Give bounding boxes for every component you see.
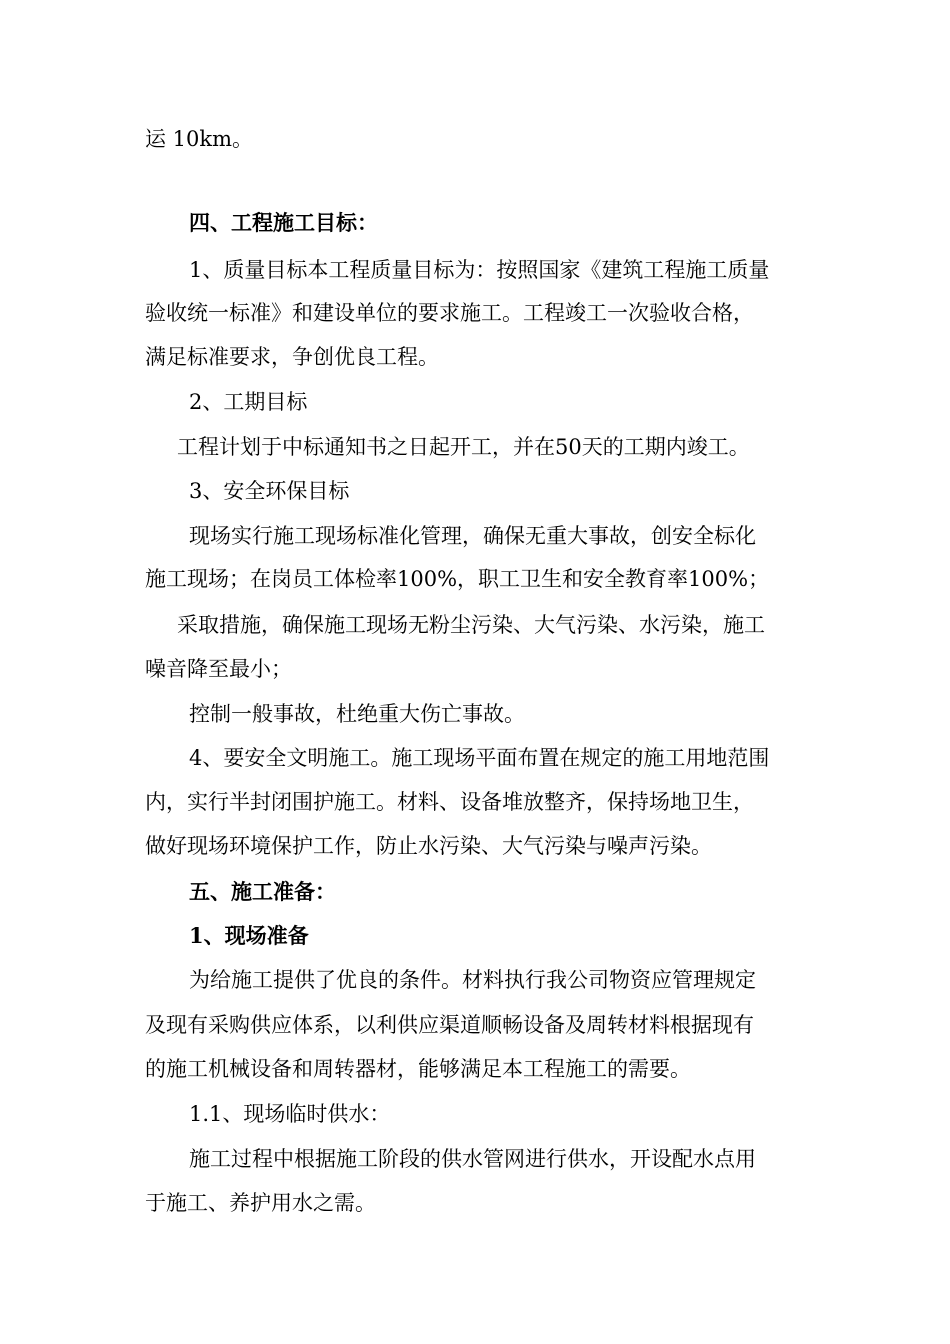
paragraph-line: 施工过程中根据施工阶段的供水管网进行供水，开设配水点用 [189,1147,756,1171]
subheading-safety-goal: 3、安全环保目标 [189,479,350,503]
paragraph-line: 内，实行半封闭围护施工。材料、设备堆放整齐，保持场地卫生， [145,790,754,814]
paragraph-line: 噪音降至最小； [145,657,292,681]
section-heading-construction-goals: 四、工程施工目标： [189,210,378,235]
paragraph-line: 控制一般事故，杜绝重大伤亡事故。 [189,702,525,726]
paragraph-line: 施工现场；在岗员工体检率100%，职工卫生和安全教育率100%； [145,567,770,591]
paragraph-line: 4、要安全文明施工。施工现场平面布置在规定的施工用地范围 [189,746,770,770]
paragraph-line: 为给施工提供了优良的条件。材料执行我公司物资应管理规定 [189,968,756,992]
section-heading-construction-prep: 五、施工准备： [189,879,336,904]
paragraph-line: 于施工、养护用水之需。 [145,1191,376,1215]
paragraph-line: 满足标准要求，争创优良工程。 [145,345,439,369]
paragraph-line: 做好现场环境保护工作，防止水污染、大气污染与噪声污染。 [145,834,712,858]
subheading-schedule-goal: 2、工期目标 [189,390,308,414]
subheading-temp-water-supply: 1.1、现场临时供水： [189,1102,391,1126]
paragraph-line: 现场实行施工现场标准化管理，确保无重大事故，创安全标化 [189,524,756,548]
paragraph-line: 工程计划于中标通知书之日起开工，并在50天的工期内竣工。 [177,435,750,459]
text-line-continuation: 运 10km。 [145,127,254,151]
paragraph-line: 的施工机械设备和周转器材，能够满足本工程施工的需要。 [145,1057,691,1081]
paragraph-line: 1、质量目标本工程质量目标为：按照国家《建筑工程施工质量 [189,258,770,282]
paragraph-line: 及现有采购供应体系，以利供应渠道顺畅设备及周转材料根据现有 [145,1013,754,1037]
paragraph-line: 采取措施，确保施工现场无粉尘污染、大气污染、水污染，施工 [177,613,765,637]
subheading-site-prep: 1、现场准备 [189,923,309,948]
paragraph-line: 验收统一标准》和建设单位的要求施工。工程竣工一次验收合格， [145,301,754,325]
